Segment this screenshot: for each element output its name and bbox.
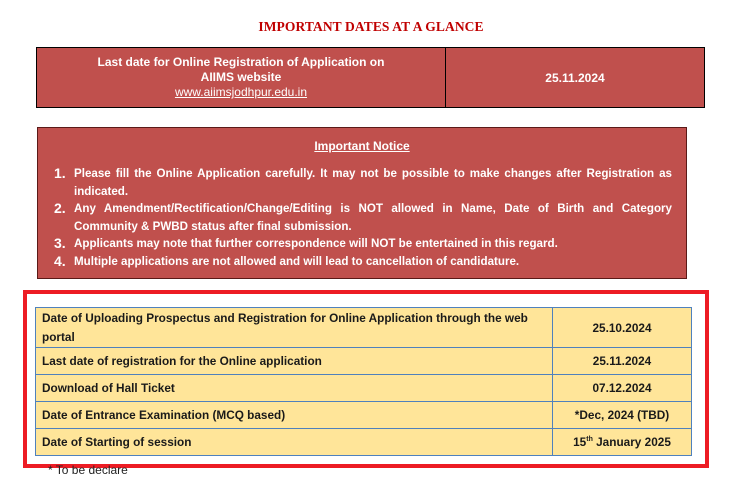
- important-notice-box: [37, 127, 687, 279]
- notice-item-text: Please fill the Online Application carefully. It may not be possible to make changes after Registration as indicated.: [74, 167, 672, 198]
- footnote: * To be declare: [48, 463, 128, 477]
- date-day: 15: [573, 435, 587, 449]
- event-cell: Date of Uploading Prospectus and Registration for Online Application through the web portal: [36, 308, 553, 348]
- table-row: [36, 429, 692, 456]
- date-month-year: January 2025: [592, 435, 671, 449]
- notice-item-number: 4.: [54, 252, 66, 269]
- date-cell: 25.11.2024: [553, 348, 692, 375]
- notice-item: [54, 165, 672, 200]
- date-cell: 25.10.2024: [553, 308, 692, 348]
- registration-deadline-date: 25.11.2024: [545, 70, 605, 85]
- registration-deadline-box: [36, 47, 705, 108]
- registration-deadline-label: [37, 48, 446, 107]
- date-cell: 07.12.2024: [553, 375, 692, 402]
- notice-item-text: Any Amendment/Rectification/Change/Editing is NOT allowed in Name, Date of Birth and Category Community & PWBD status after final submission.: [74, 202, 672, 233]
- notice-item-number: 3.: [54, 235, 66, 251]
- important-dates-table: [35, 307, 692, 456]
- registration-label-line1: Last date for Online Registration of Application on: [97, 55, 385, 69]
- date-ordinal-suffix: th: [586, 436, 593, 444]
- date-cell: [553, 429, 692, 456]
- notice-item-text: Applicants may note that further correspondence will NOT be entertained in this regard.: [74, 237, 558, 250]
- website-link[interactable]: www.aiimsjodhpur.edu.in: [174, 85, 308, 99]
- notice-list: [38, 165, 686, 270]
- event-cell: Download of Hall Ticket: [36, 375, 553, 402]
- page-title: IMPORTANT DATES AT A GLANCE: [258, 19, 484, 34]
- notice-item: [54, 200, 672, 235]
- date-cell: *Dec, 2024 (TBD): [553, 402, 692, 429]
- event-cell: Last date of registration for the Online application: [36, 348, 553, 375]
- notice-item: [54, 235, 672, 253]
- notice-item-text: Multiple applications are not allowed and will lead to cancellation of candidature.: [74, 254, 520, 268]
- table-row: [36, 402, 692, 429]
- event-cell: Date of Starting of session: [36, 429, 553, 456]
- notice-item-number: 1.: [54, 165, 66, 181]
- table-row: [36, 308, 692, 348]
- notice-item: [54, 253, 672, 271]
- table-row: [36, 348, 692, 375]
- event-cell: Date of Entrance Examination (MCQ based): [36, 402, 553, 429]
- table-row: [36, 375, 692, 402]
- registration-label-line2: AIIMS website: [200, 70, 282, 84]
- notice-item-number: 2.: [54, 200, 66, 216]
- notice-heading: Important Notice: [314, 139, 410, 153]
